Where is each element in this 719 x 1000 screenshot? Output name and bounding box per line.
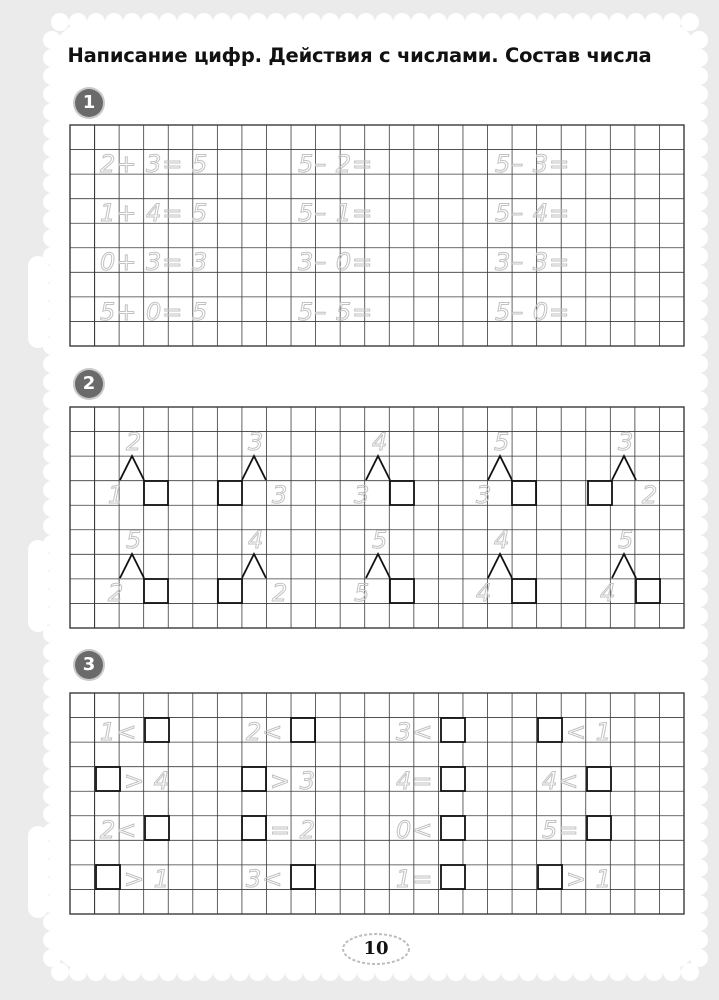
compare-item	[246, 718, 315, 746]
compare-expression: 2<	[246, 718, 284, 746]
compare-expression: 5=	[542, 816, 580, 844]
task-1-example: 1+ 4= 5	[100, 199, 209, 227]
task-1-example: 5– 4=	[495, 199, 571, 227]
task-2-grid	[70, 407, 684, 628]
task-1-example: 5– 1=	[298, 199, 374, 227]
compare-item	[242, 816, 316, 844]
task-1-example: 3– 3=	[495, 248, 571, 276]
house-answer-box	[512, 579, 536, 603]
task-1-example: 0+ 3= 3	[100, 248, 209, 276]
house-top-number: 5	[126, 526, 143, 554]
compare-answer-box	[441, 767, 465, 791]
compare-answer-box	[587, 767, 611, 791]
page-number-badge	[341, 932, 411, 966]
house-answer-box	[218, 481, 242, 505]
house-answer-box	[144, 481, 168, 505]
task-3-grid	[70, 693, 684, 914]
house-top-number: 3	[248, 428, 265, 456]
compare-expression: > 1	[566, 865, 613, 893]
task-2-badge: 2	[75, 370, 103, 398]
house-right-number: 3	[272, 481, 289, 509]
compare-expression: 1<	[100, 718, 138, 746]
house-right-number: 2	[642, 481, 659, 509]
house-top-number: 5	[618, 526, 635, 554]
compare-item	[538, 718, 612, 746]
task-1-example: 5– 3=	[495, 150, 571, 178]
compare-answer-box	[587, 816, 611, 840]
compare-expression: 3<	[246, 865, 284, 893]
house-left-number: 4	[600, 579, 617, 607]
house-top-number: 5	[494, 428, 511, 456]
task-1-example: 5– 0=	[495, 298, 571, 326]
compare-answer-box	[538, 718, 562, 742]
compare-answer-box	[291, 865, 315, 889]
compare-item	[538, 865, 612, 893]
compare-expression: 1=	[396, 865, 434, 893]
house-left-number: 3	[354, 481, 371, 509]
house-answer-box	[636, 579, 660, 603]
house-top-number: 4	[372, 428, 389, 456]
page-number: 10	[363, 938, 389, 959]
house-left-number: 3	[476, 481, 493, 509]
compare-expression: 3<	[396, 718, 434, 746]
task-3-badge: 3	[75, 651, 103, 679]
compare-expression: 2<	[100, 816, 138, 844]
compare-expression: > 3	[270, 767, 317, 795]
house-left-number: 5	[354, 579, 371, 607]
house-answer-box	[390, 579, 414, 603]
compare-answer-box	[242, 767, 266, 791]
page-title: Написание цифр. Действия с числами. Состав числа	[67, 44, 652, 67]
compare-item	[96, 865, 170, 893]
compare-expression: < 1	[566, 718, 613, 746]
compare-answer-box	[538, 865, 562, 889]
compare-item	[396, 767, 465, 795]
compare-answer-box	[96, 865, 120, 889]
compare-expression: 0<	[396, 816, 434, 844]
compare-answer-box	[96, 767, 120, 791]
compare-expression: > 4	[124, 767, 171, 795]
house-left-number: 1	[108, 481, 125, 509]
house-top-number: 3	[618, 428, 635, 456]
task-1-example: 2+ 3= 5	[100, 150, 209, 178]
compare-expression: > 1	[124, 865, 171, 893]
compare-answer-box	[242, 816, 266, 840]
house-answer-box	[144, 579, 168, 603]
compare-item	[100, 718, 169, 746]
compare-answer-box	[145, 718, 169, 742]
compare-answer-box	[145, 816, 169, 840]
task-1-example: 5– 2=	[298, 150, 374, 178]
house-answer-box	[512, 481, 536, 505]
compare-item	[396, 718, 465, 746]
compare-item	[396, 816, 465, 844]
compare-expression: 4<	[542, 767, 580, 795]
compare-expression: = 2	[270, 816, 317, 844]
house-left-number: 2	[108, 579, 125, 607]
compare-item	[96, 767, 170, 795]
compare-item	[100, 816, 169, 844]
compare-answer-box	[441, 718, 465, 742]
house-top-number: 4	[248, 526, 265, 554]
compare-expression: 4=	[396, 767, 434, 795]
compare-answer-box	[291, 718, 315, 742]
house-left-number: 4	[476, 579, 493, 607]
house-top-number: 4	[494, 526, 511, 554]
house-answer-box	[390, 481, 414, 505]
compare-item	[542, 816, 611, 844]
house-answer-box	[588, 481, 612, 505]
house-right-number: 2	[272, 579, 289, 607]
house-answer-box	[218, 579, 242, 603]
task-1-badge: 1	[75, 89, 103, 117]
task-1-example: 5+ 0= 5	[100, 298, 209, 326]
compare-answer-box	[441, 865, 465, 889]
compare-item	[396, 865, 465, 893]
compare-item	[542, 767, 611, 795]
house-top-number: 2	[126, 428, 143, 456]
house-top-number: 5	[372, 526, 389, 554]
task-1-example: 3– 0=	[298, 248, 374, 276]
task-1-example: 5– 5=	[298, 298, 374, 326]
task-1-grid	[70, 125, 684, 346]
compare-answer-box	[441, 816, 465, 840]
compare-item	[242, 767, 316, 795]
compare-item	[246, 865, 315, 893]
